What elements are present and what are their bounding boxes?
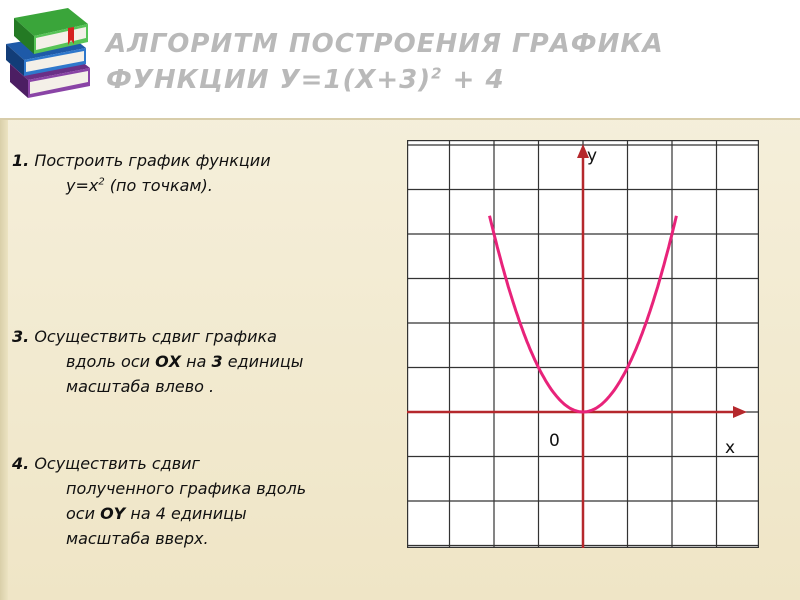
step-1-note: (по точкам). xyxy=(104,176,213,195)
step-1-number: 1. xyxy=(12,151,30,170)
step-3-axis: ОХ xyxy=(155,352,182,371)
step-3-amount: 3 xyxy=(211,352,223,371)
title-line-1: АЛГОРИТМ ПОСТРОЕНИЯ ГРАФИКА xyxy=(106,29,664,59)
title-exponent: 2 xyxy=(431,64,443,83)
step-3-text-c: на xyxy=(181,352,212,371)
step-4-text-c: на xyxy=(125,504,156,523)
graph-canvas xyxy=(407,140,759,548)
step-4-line-4: масштаба вверх. xyxy=(66,529,209,548)
step-4-line-3 xyxy=(12,501,392,526)
title-line-2 xyxy=(106,62,664,98)
step-3-text-e: единицы xyxy=(222,352,304,371)
step-3-line-1: Осуществить сдвиг графика xyxy=(34,327,277,346)
coordinate-grid xyxy=(407,140,759,548)
step-3-line-3: масштаба влево . xyxy=(66,377,215,396)
step-1-exponent: 2 xyxy=(98,176,105,188)
title-line-2-text: ФУНКЦИИ У=1(Х+3) xyxy=(106,65,432,95)
title-bar xyxy=(0,0,800,120)
origin-label: 0 xyxy=(549,431,560,451)
step-3-number: 3. xyxy=(12,327,30,346)
step-3 xyxy=(12,324,392,399)
step-4-line-2: полученного графика вдоль xyxy=(66,479,307,498)
step-3-line-2 xyxy=(12,349,392,374)
title-line-2-tail: + 4 xyxy=(442,65,505,95)
step-4-text-e: единицы xyxy=(165,504,247,523)
step-1-line-1: Построить график функции xyxy=(34,151,271,170)
step-4-text-a: оси xyxy=(66,504,101,523)
x-axis-arrow xyxy=(733,406,747,418)
step-4-amount: 4 xyxy=(155,504,166,523)
x-axis-label: х xyxy=(725,438,736,458)
y-axis-label: у xyxy=(587,146,598,166)
step-4-line-1: Осуществить сдвиг xyxy=(34,454,200,473)
step-4-number: 4. xyxy=(12,454,30,473)
step-1-line-2 xyxy=(12,173,392,198)
step-1-formula: у=х xyxy=(66,176,99,195)
step-3-text-a: вдоль оси xyxy=(66,352,156,371)
step-4-axis: ОY xyxy=(100,504,126,523)
page-title xyxy=(106,26,664,98)
step-1 xyxy=(12,148,392,198)
books-icon xyxy=(2,2,94,102)
step-4 xyxy=(12,451,392,551)
